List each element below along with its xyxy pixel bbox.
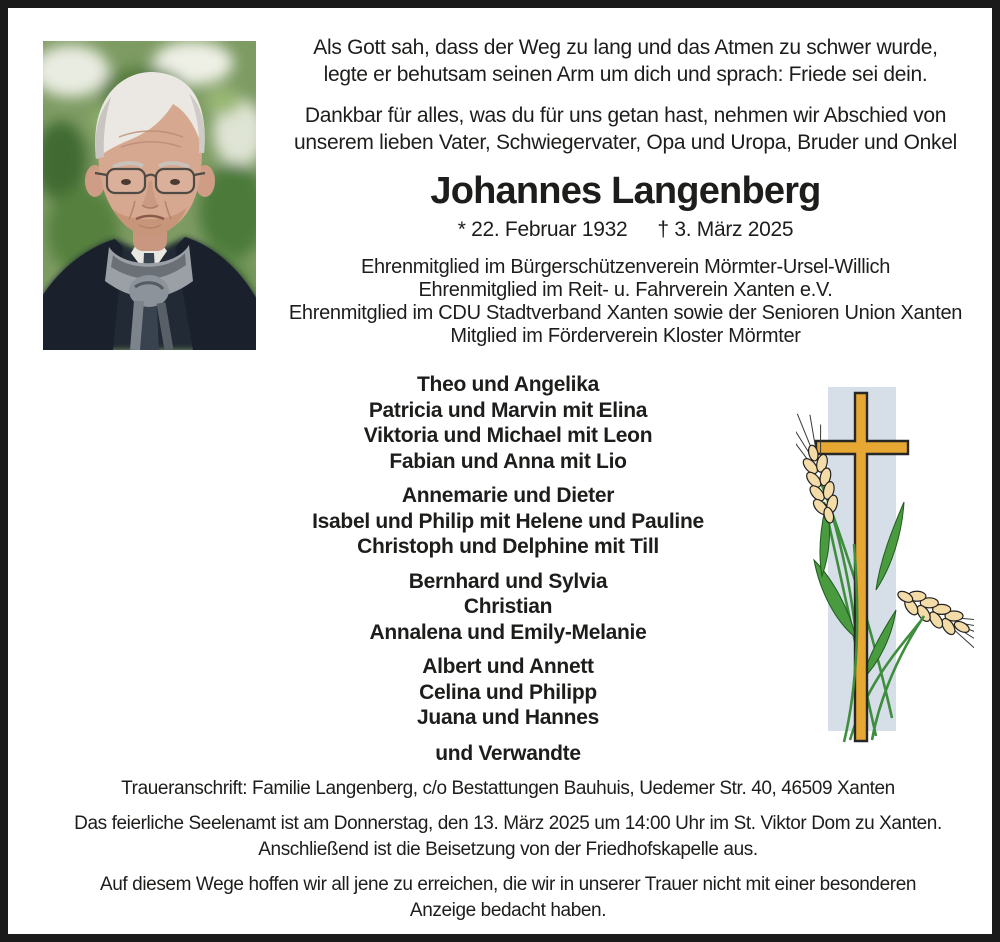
portrait-photo-icon (43, 41, 256, 350)
closing-note (16, 872, 1000, 924)
wheat-ear-icon (891, 575, 974, 659)
membership-line: Ehrenmitglied im Bürgerschützenverein Mörmter-Ursel-Willich (360, 256, 891, 278)
service-line: Anschließend ist die Beisetzung von der Friedhofskapelle aus. (258, 839, 758, 860)
service-line: Das feierliche Seelenamt ist am Donnerstag, den 13. März 2025 um 14:00 Uhr im St. Viktor Dom zu Xanten. (74, 813, 942, 834)
membership-line: Ehrenmitglied im CDU Stadtverband Xanten sowie der Senioren Union Xanten (288, 302, 963, 324)
death-date: † 3. März 2025 (657, 218, 794, 241)
mourner-line: Fabian und Anna mit Lio (389, 449, 627, 473)
mourner-line: Theo und Angelika (417, 373, 599, 396)
notice-header (263, 34, 988, 348)
mourner-line: Annalena und Emily-Melanie (369, 620, 647, 644)
membership-line: Mitglied im Förderverein Kloster Mörmter (450, 325, 801, 347)
mourner-line: Juana und Hannes (417, 706, 599, 729)
mourner-line: Bernhard und Sylvia (408, 569, 608, 593)
life-dates (263, 216, 988, 244)
mourner-line: Christian (463, 595, 553, 618)
closing-line: Anzeige bedacht haben. (409, 900, 607, 921)
membership-line: Ehrenmitglied im Reit- u. Fahrverein Xanten e.V. (418, 279, 833, 301)
verse (263, 34, 988, 88)
portrait-photo (43, 41, 256, 350)
mourner-line: Celina und Philipp (419, 680, 597, 704)
memberships (263, 256, 988, 348)
mourner-line: Annemarie und Dieter (401, 484, 615, 507)
verse-line: Als Gott sah, dass der Weg zu lang und das Atmen zu schwer wurde, (313, 36, 938, 59)
mourner-line: Christoph und Delphine mit Till (357, 535, 659, 558)
farewell-line: unserem lieben Vater, Schwiegervater, Opa und Uropa, Bruder und Onkel (294, 131, 957, 154)
farewell-text (263, 102, 988, 156)
mourner-line: Patricia und Marvin mit Elina (368, 398, 648, 422)
cross-wheat-illustration (796, 384, 974, 746)
mourning-address: Traueranschrift: Familie Langenberg, c/o Bestattungen Bauhuis, Uedemer Str. 40, 46509 Xanten (121, 778, 895, 799)
birth-date: * 22. Februar 1932 (457, 218, 628, 241)
mourner-line: Viktoria und Michael mit Leon (363, 424, 653, 447)
notice-footer (16, 776, 1000, 924)
mourner-line: Isabel und Philip mit Helene und Pauline (312, 509, 704, 533)
cross-wheat-icon (796, 384, 974, 746)
closing-line: Auf diesem Wege hoffen wir all jene zu erreichen, die wir in unserer Trauer nicht mit einer besonderen (99, 874, 917, 895)
verse-line: legte er behutsam seinen Arm um dich und sprach: Friede sei dein. (323, 63, 928, 86)
deceased-name: Johannes Langenberg (430, 170, 821, 212)
farewell-line: Dankbar für alles, was du für uns getan hast, nehmen wir Abschied von (304, 104, 947, 127)
relatives-line: und Verwandte (435, 741, 581, 765)
service-info (16, 811, 1000, 863)
mourner-line: Albert und Annett (422, 655, 594, 678)
